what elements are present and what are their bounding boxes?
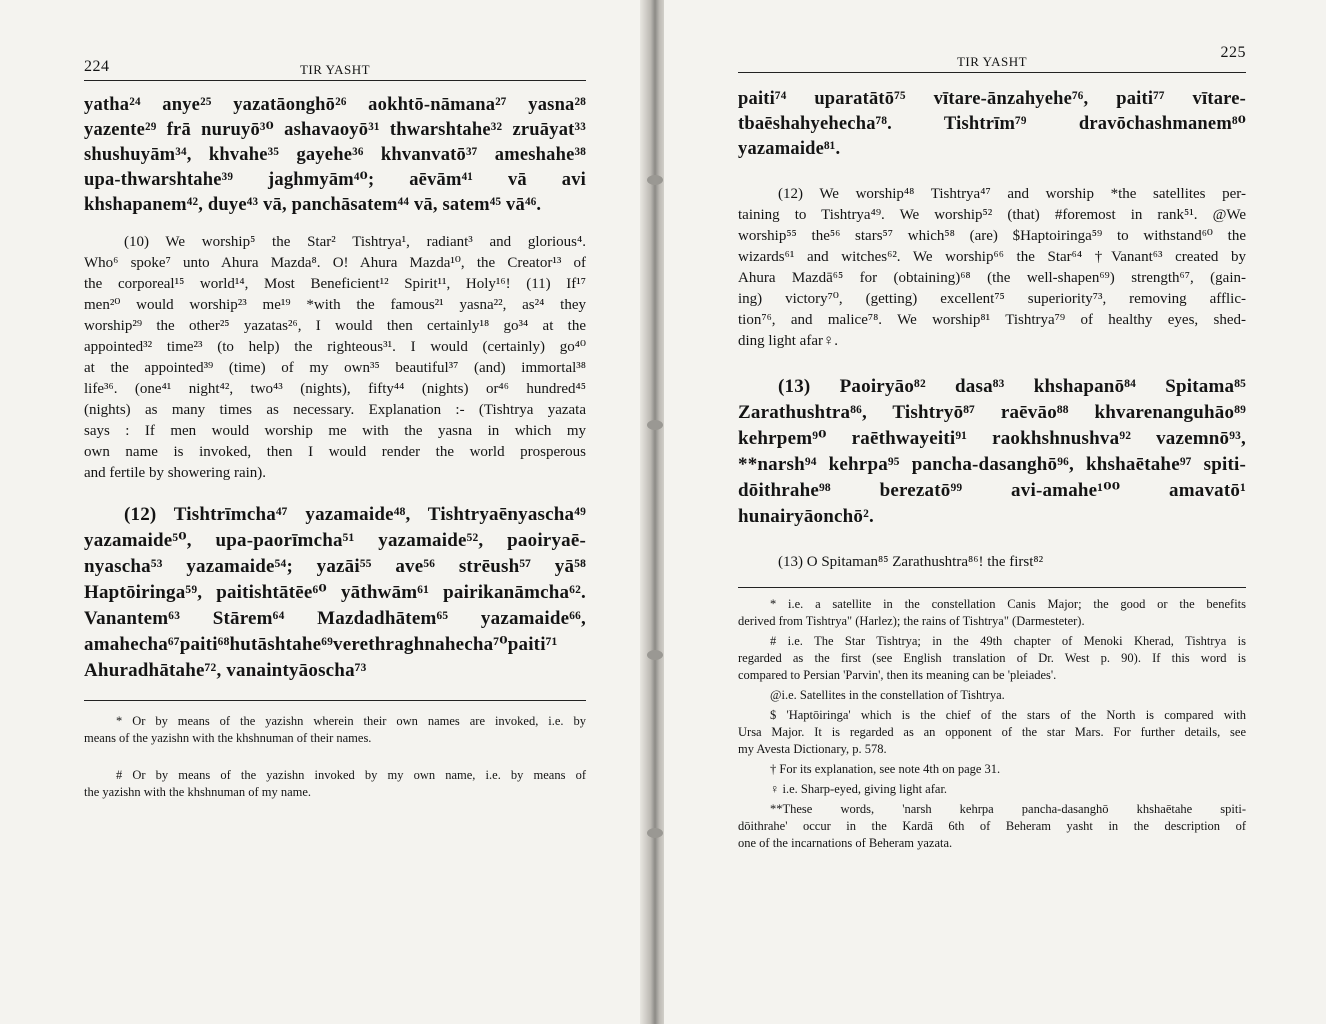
footnote-dollar [738, 707, 1246, 758]
footnote-divider [738, 587, 1246, 588]
avesta-line: khshapanem⁴², duye⁴³ vā, panchāsatem⁴⁴ vā, satem⁴⁵ vā⁴⁶. [84, 195, 542, 215]
translation-line: (10) We worship⁵ the Star² Tishtrya¹, radiant³ and glorious⁴. [124, 234, 586, 250]
avesta-line: yazamaide⁸¹. [738, 139, 841, 159]
gutter-binding-mark [647, 175, 663, 185]
footnote-line: the yazishn with the khshnuman of my name. [84, 785, 312, 799]
right-page [664, 0, 1326, 1024]
translation-line: (13) O Spitaman⁸⁵ Zarathushtra⁸⁶! the first⁸² [778, 554, 1044, 570]
translation-line: the corporeal¹⁵ world¹⁴, Most Beneficient¹² Spirit¹¹, Holy¹⁶! (11) If¹⁷ [84, 276, 586, 292]
translation-line: (12) We worship⁴⁸ Tishtrya⁴⁷ and worship *the satellites per- [778, 186, 1246, 202]
translation-line: men²⁰ would worship²³ me¹⁹ *with the famous²¹ yasna²², as²⁴ they [84, 297, 586, 313]
avesta-line: tbaēshahyehecha⁷⁸. Tishtrīm⁷⁹ dravōchashmanem⁸⁰ [738, 114, 1246, 134]
translation-line: Ahura Mazdā⁶⁵ for (obtaining)⁶⁸ (the well-shapen⁶⁹) strength⁶⁷, (gain- [738, 270, 1246, 286]
footnote-line: # i.e. The Star Tishtrya; in the 49th chapter of Menoki Kherad, Tishtrya is [770, 634, 1246, 648]
avesta-line: (12) Tishtrīmcha⁴⁷ yazamaide⁴⁸, Tishtryaēnyascha⁴⁹ [124, 504, 586, 525]
footnote-asterisk [84, 713, 586, 747]
avesta-verse-block-12 [84, 502, 586, 684]
footnote-hash [738, 633, 1246, 684]
footnote-line: * Or by means of the yazishn wherein their own names are invoked, i.e. by [116, 714, 586, 728]
avesta-line: yatha²⁴ anye²⁵ yazatāonghō²⁶ aokhtō-nāmana²⁷ yasna²⁸ [84, 95, 586, 115]
translation-paragraph-13 [738, 552, 1246, 573]
footnote-line: $ 'Haptōiringa' which is the chief of the stars of the North is compared with [770, 708, 1246, 722]
running-title: TIR YASHT [956, 54, 1028, 69]
translation-line: own name is invoked, then I would render the world prosperous [84, 444, 586, 460]
avesta-line: yazamaide⁵⁰, upa-paorīmcha⁵¹ yazamaide⁵², paoiryaē- [84, 530, 586, 551]
gutter-binding-mark [647, 650, 663, 660]
footnote-line: * i.e. a satellite in the constellation Canis Major; the good or the benefits [770, 597, 1246, 611]
translation-line: ing) victory⁷⁰, (getting) excellent⁷⁵ superiority⁷³, removing afflic- [738, 291, 1246, 307]
translation-line: wizards⁶¹ and witches⁶². We worship⁶⁶ the Star⁶⁴ †Vanant⁶³ created by [738, 249, 1246, 265]
running-title: TIR YASHT [299, 62, 371, 77]
footnote-line: regarded as the first (see English translation of Dr. West p. 90). If this word is [738, 651, 1246, 665]
avesta-verse-block [84, 93, 586, 218]
translation-line: at the appointed³⁹ (time) of my own³⁵ beautiful³⁷ (and) immortal³⁸ [84, 360, 586, 376]
translation-line: worship²⁹ the other²⁵ yazatas²⁶, I would then certainly¹⁸ go³⁴ at the [84, 318, 586, 334]
translation-line: tion⁷⁶, and malice⁷⁸. We worship⁸¹ Tishtrya⁷⁹ of healthy eyes, shed- [738, 312, 1246, 328]
translation-line: Who⁶ spoke⁷ unto Ahura Mazda⁸. O! Ahura Mazda¹⁰, the Creator¹³ of [84, 255, 586, 271]
footnote-line: **These words, 'narsh kehrpa pancha-dasanghō khshaētahe spiti- [770, 802, 1246, 816]
translation-paragraph-10 [84, 232, 586, 484]
translation-line: and fertile by showering rain). [84, 465, 267, 481]
avesta-line: kehrpem⁹⁰ raēthwayeiti⁹¹ raokhshnushva⁹² vazemnō⁹³, [738, 428, 1246, 449]
avesta-line: hunairyāonchō². [738, 506, 874, 527]
footnote-line: one of the incarnations of Beheram yazata. [738, 836, 953, 850]
footnote-line: Ursa Major. It is regarded as an opponent of the star Mars. For further details, see [738, 725, 1246, 739]
avesta-line: (13) Paoiryāo⁸² dasa⁸³ khshapanō⁸⁴ Spitama⁸⁵ [778, 376, 1246, 397]
footnote-venus [738, 781, 1246, 798]
right-running-head [738, 44, 1246, 73]
avesta-verse-block-13 [738, 374, 1246, 530]
footnote-line: # Or by means of the yazishn invoked by my own name, i.e. by means of [116, 768, 586, 782]
gutter-binding-mark [647, 420, 663, 430]
avesta-line: amahecha⁶⁷paiti⁶⁸hutāshtahe⁶⁹verethraghnahecha⁷⁰paiti⁷¹ [84, 634, 558, 655]
footnote-line: compared to Persian 'Parvin', then its meaning can be 'pleiades'. [738, 668, 1057, 682]
avesta-line: Haptōiringa⁵⁹, paitishtātēe⁶⁰ yāthwām⁶¹ pairikanāmcha⁶². [84, 582, 586, 603]
avesta-line: upa-thwarshtahe³⁹ jaghmyām⁴⁰; aēvām⁴¹ vā avi [84, 170, 586, 190]
translation-line: worship⁵⁵ the⁵⁶ stars⁵⁷ which⁵⁸ (are) $Haptoiringa⁵⁹ to withstand⁶⁰ the [738, 228, 1246, 244]
avesta-line: yazente²⁹ frā nuruyō³⁰ ashavaoyō³¹ thwarshtahe³² zruāyat³³ [84, 120, 586, 140]
avesta-line: shushuyām³⁴, khvahe³⁵ gayehe³⁶ khvanvatō³⁷ ameshahe³⁸ [84, 145, 586, 165]
translation-line: appointed³² time²³ (to help) the righteous³¹. I would (certainly) go⁴⁰ [84, 339, 586, 355]
translation-line: life³⁶. (one⁴¹ night⁴², two⁴³ (nights), fifty⁴⁴ (nights) or⁴⁶ hundred⁴⁵ [84, 381, 586, 397]
translation-line: (nights) as many times as necessary. Explanation :- (Tishtrya yazata [84, 402, 586, 418]
translation-line: ding light afar♀. [738, 333, 838, 349]
footnote-line: @i.e. Satellites in the constellation of Tishtrya. [770, 688, 1005, 702]
footnote-dagger [738, 761, 1246, 778]
page-number: 224 [84, 58, 110, 75]
translation-paragraph-12 [738, 184, 1246, 352]
footnote-line: my Avesta Dictionary, p. 578. [738, 742, 887, 756]
left-page [0, 0, 648, 1024]
footnote-double-asterisk [738, 801, 1246, 852]
footnote-line: means of the yazishn with the khshnuman of their names. [84, 731, 372, 745]
footnote-hash [84, 767, 586, 801]
avesta-line: Zarathushtra⁸⁶, Tishtryō⁸⁷ raēvāo⁸⁸ khvarenanguhāo⁸⁹ [738, 402, 1246, 423]
avesta-line: Vanantem⁶³ Stārem⁶⁴ Mazdadhātem⁶⁵ yazamaide⁶⁶, [84, 608, 586, 629]
footnote-asterisk [738, 596, 1246, 630]
avesta-line: paiti⁷⁴ uparatātō⁷⁵ vītare-ānzahyehe⁷⁶, paiti⁷⁷ vītare- [738, 89, 1246, 109]
translation-line: says : If men would worship me with the yasna in which my [84, 423, 586, 439]
avesta-line: nyascha⁵³ yazamaide⁵⁴; yazāi⁵⁵ ave⁵⁶ strēush⁵⁷ yā⁵⁸ [84, 556, 586, 577]
footnote-line: † For its explanation, see note 4th on page 31. [770, 762, 1001, 776]
avesta-line: Ahuradhātahe⁷², vanaintyāoscha⁷³ [84, 660, 367, 681]
page-number: 225 [1220, 44, 1246, 61]
avesta-verse-block [738, 87, 1246, 162]
avesta-line: dōithrahe⁹⁸ berezatō⁹⁹ avi-amahe¹⁰⁰ amavatō¹ [738, 480, 1246, 501]
left-running-head [84, 52, 586, 81]
footnote-at [738, 687, 1246, 704]
translation-line: taining to Tishtrya⁴⁹. We worship⁵² (that) #foremost in rank⁵¹. @We [738, 207, 1246, 223]
footnote-line: ♀ i.e. Sharp-eyed, giving light afar. [770, 782, 948, 796]
footnote-line: derived from Tishtrya" (Harlez); the rains of Tishtrya" (Darmesteter). [738, 614, 1085, 628]
avesta-line: **narsh⁹⁴ kehrpa⁹⁵ pancha-dasanghō⁹⁶, khshaētahe⁹⁷ spiti- [738, 454, 1246, 475]
footnote-divider [84, 700, 586, 701]
footnote-line: dōithrahe' occur in the Kardā 6th of Beheram yasht in the description of [738, 819, 1246, 833]
gutter-binding-mark [647, 828, 663, 838]
